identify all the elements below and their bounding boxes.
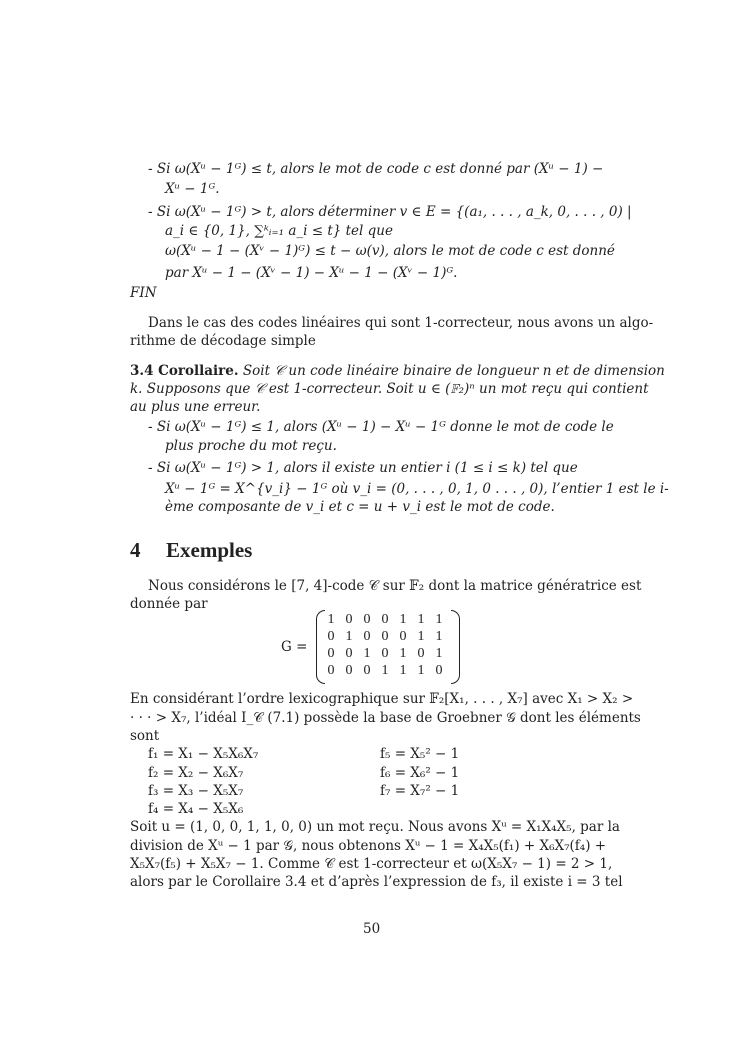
matrix-cell: 0	[381, 612, 389, 627]
matrix-row	[325, 646, 451, 663]
matrix-cell: 0	[399, 629, 407, 644]
matrix-cell: 0	[363, 629, 371, 644]
matrix-row	[325, 612, 451, 629]
algo-item1-line1: - Si ω(Xᵘ − 1ᴳ) ≤ t, alors le mot de code c est donné par (Xᵘ − 1) −	[148, 161, 604, 177]
matrix-cell: 1	[399, 612, 407, 627]
corollary-line2: k. Supposons que 𝒞 est 1-correcteur. Soit u ∈ (𝔽₂)ⁿ un mot reçu qui contient	[130, 381, 649, 397]
corollary-item2-line3: ème composante de v_i et c = u + v_i est le mot de code.	[165, 499, 555, 515]
corollary-item1-line2: plus proche du mot reçu.	[165, 438, 337, 454]
corollary-line1	[130, 362, 665, 380]
paragraph-4-line3: X₅X₇(f₅) + X₅X₇ − 1. Comme 𝒞 est 1-correcteur et ω(X₅X₇ − 1) = 2 > 1,	[130, 856, 613, 872]
basis-f5: f₅ = X₅² − 1	[380, 746, 460, 762]
matrix-cell: 1	[417, 629, 425, 644]
matrix-cell: 0	[345, 646, 353, 661]
matrix-cell: 0	[327, 646, 335, 661]
matrix-cell: 1	[399, 646, 407, 661]
matrix-cell: 1	[363, 646, 371, 661]
matrix-cell: 0	[345, 663, 353, 678]
page-number: 50	[363, 921, 381, 937]
matrix-row	[325, 629, 451, 646]
matrix-left-bracket	[316, 610, 325, 684]
algo-item1-line2: Xᵘ − 1ᴳ.	[165, 181, 220, 197]
paragraph-3-line3: sont	[130, 728, 160, 744]
basis-f4: f₄ = X₄ − X₅X₆	[148, 801, 244, 817]
matrix-cell: 1	[435, 629, 443, 644]
corollary-item2-line2: Xᵘ − 1ᴳ = X^{v_i} − 1ᴳ où v_i = (0, . . . , 0, 1, 0 . . . , 0), l’entier 1 est le i-	[165, 481, 669, 497]
matrix-cell: 0	[417, 646, 425, 661]
corollary-line3: au plus une erreur.	[130, 399, 261, 415]
matrix-cell: 1	[381, 663, 389, 678]
matrix-row	[325, 663, 451, 680]
matrix-cell: 0	[345, 612, 353, 627]
paragraph-4-line1: Soit u = (1, 0, 0, 1, 1, 0, 0) un mot reçu. Nous avons Xᵘ = X₁X₄X₅, par la	[130, 819, 620, 835]
fin-label: FIN	[130, 285, 157, 301]
corollary-label: 3.4 Corollaire.	[130, 363, 239, 379]
matrix-right-bracket	[451, 610, 460, 684]
matrix-cell: 1	[435, 612, 443, 627]
matrix-cell: 0	[435, 663, 443, 678]
generator-matrix	[318, 610, 458, 682]
paragraph-3-line2: · · · > X₇, l’idéal I_𝒞 (7.1) possède la base de Groebner 𝒢 dont les éléments	[130, 710, 641, 726]
algo-item2-line3: ω(Xᵘ − 1 − (Xᵛ − 1)ᴳ) ≤ t − ω(v), alors le mot de code c est donné	[165, 243, 615, 259]
paragraph-4-line4: alors par le Corollaire 3.4 et d’après l’expression de f₃, il existe i = 3 tel	[130, 874, 623, 890]
basis-f7: f₇ = X₇² − 1	[380, 783, 460, 799]
paragraph-2-line1: Nous considérons le [7, 4]-code 𝒞 sur 𝔽₂ dont la matrice génératrice est	[148, 578, 642, 594]
paragraph-1-line1: Dans le cas des codes linéaires qui sont 1-correcteur, nous avons un algo-	[148, 315, 654, 331]
basis-f2: f₂ = X₂ − X₆X₇	[148, 765, 244, 781]
basis-f6: f₆ = X₆² − 1	[380, 765, 460, 781]
algo-item2-line1: - Si ω(Xᵘ − 1ᴳ) > t, alors déterminer v ∈ E = {(a₁, . . . , a_k, 0, . . . , 0) |	[148, 204, 632, 220]
basis-f3: f₃ = X₃ − X₅X₇	[148, 783, 244, 799]
section-number: 4	[130, 538, 141, 562]
section-title: Exemples	[166, 538, 253, 562]
paragraph-4-line2: division de Xᵘ − 1 par 𝒢, nous obtenons Xᵘ − 1 = X₄X₅(f₁) + X₆X₇(f₄) +	[130, 838, 607, 854]
paragraph-3-line1: En considérant l’ordre lexicographique sur 𝔽₂[X₁, . . . , X₇] avec X₁ > X₂ >	[130, 691, 634, 707]
matrix-cell: 0	[327, 663, 335, 678]
corollary-item1-line1: - Si ω(Xᵘ − 1ᴳ) ≤ 1, alors (Xᵘ − 1) − Xᵘ − 1ᴳ donne le mot de code le	[148, 419, 614, 435]
matrix-cell: 0	[381, 629, 389, 644]
corollary-item2-line1: - Si ω(Xᵘ − 1ᴳ) > 1, alors il existe un entier i (1 ≤ i ≤ k) tel que	[148, 460, 578, 476]
basis-f1: f₁ = X₁ − X₅X₆X₇	[148, 746, 259, 762]
matrix-cell: 0	[363, 612, 371, 627]
algo-item2-line4: par Xᵘ − 1 − (Xᵛ − 1) − Xᵘ − 1 − (Xᵛ − 1)ᴳ.	[165, 265, 458, 281]
matrix-cell: 0	[381, 646, 389, 661]
corollary-text-1: Soit 𝒞 un code linéaire binaire de longueur n et de dimension	[242, 363, 665, 379]
paragraph-2-line2: donnée par	[130, 596, 208, 612]
matrix-cell: 0	[363, 663, 371, 678]
matrix-cell: 1	[399, 663, 407, 678]
matrix-label: G =	[281, 639, 308, 655]
matrix-cell: 1	[417, 663, 425, 678]
matrix-cell: 0	[327, 629, 335, 644]
matrix-cell: 1	[435, 646, 443, 661]
algo-item2-line2: a_i ∈ {0, 1}, ∑ᵏᵢ₌₁ a_i ≤ t} tel que	[165, 223, 393, 239]
paragraph-1-line2: rithme de décodage simple	[130, 333, 316, 349]
matrix-cell: 1	[417, 612, 425, 627]
matrix-cell: 1	[327, 612, 335, 627]
matrix-cell: 1	[345, 629, 353, 644]
